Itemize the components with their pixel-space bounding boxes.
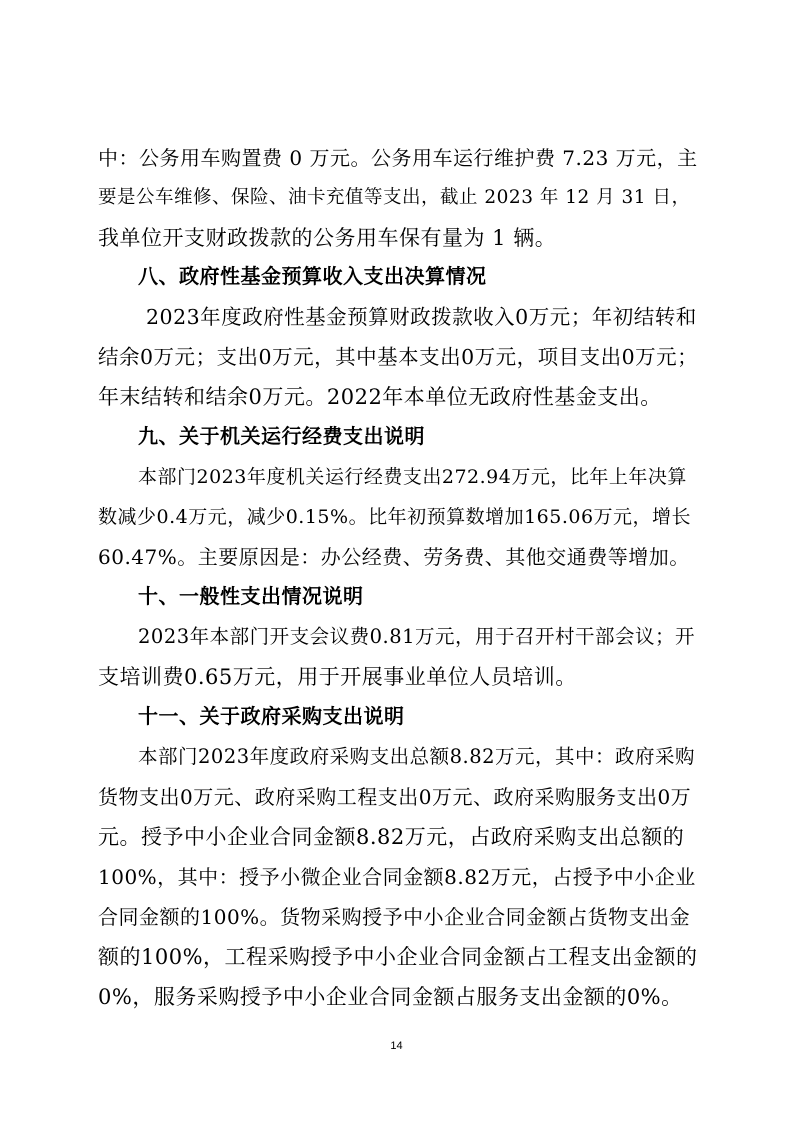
body-text-line: 100%，其中：授予小微企业合同金额8.82万元，占授予中小企业 [98,865,696,889]
section-heading-9: 九、关于机关运行经费支出说明 [138,424,425,448]
body-text-line: 我单位开支财政拨款的公务用车保有量为 1 辆。 [98,226,557,250]
body-text-line: 2023年度政府性基金预算财政拨款收入0万元；年初结转和 [146,305,697,329]
body-text-line: 额的100%，工程采购授予中小企业合同金额占工程支出金额的 [98,945,698,969]
body-text-line: 货物支出0万元、政府采购工程支出0万元、政府采购服务支出0万 [98,785,692,809]
body-text-line: 中：公务用车购置费 0 万元。公务用车运行维护费 7.23 万元，主 [98,146,698,170]
body-text-line: 2023年本部门开支会议费0.81万元，用于召开村干部会议；开 [138,625,696,648]
body-text-line: 要是公车维修、保险、油卡充值等支出，截止 2023 年 12 月 31 日， [98,187,691,208]
body-text-line: 60.47%。主要原因是：办公经费、劳务费、其他交通费等增加。 [98,545,690,569]
body-text-line: 结余0万元；支出0万元，其中基本支出0万元，项目支出0万元； [98,345,699,369]
section-heading-8: 八、政府性基金预算收入支出决算情况 [138,264,487,288]
section-heading-10: 十、一般性支出情况说明 [138,584,364,608]
body-text-line: 元。授予中小企业合同金额8.82万元，占政府采购支出总额的 [98,825,685,849]
body-text-line: 0%，服务采购授予中小企业合同金额占服务支出金额的0%。 [98,985,683,1009]
section-heading-11: 十一、关于政府采购支出说明 [138,704,405,728]
page-number: 14 [390,1040,403,1052]
body-text-line: 本部门2023年度机关运行经费支出272.94万元，比年上年决算 [138,466,687,488]
body-text-line: 数减少0.4万元，减少0.15%。比年初预算数增加165.06万元，增长 [98,506,692,528]
body-text-line: 本部门2023年度政府采购支出总额8.82万元，其中：政府采购 [138,745,696,768]
body-text-line: 支培训费0.65万元，用于开展事业单位人员培训。 [98,665,577,689]
body-text-line: 年末结转和结余0万元。2022年本单位无政府性基金支出。 [98,385,662,409]
body-text-line: 合同金额的100%。货物采购授予中小企业合同金额占货物支出金 [98,905,691,929]
